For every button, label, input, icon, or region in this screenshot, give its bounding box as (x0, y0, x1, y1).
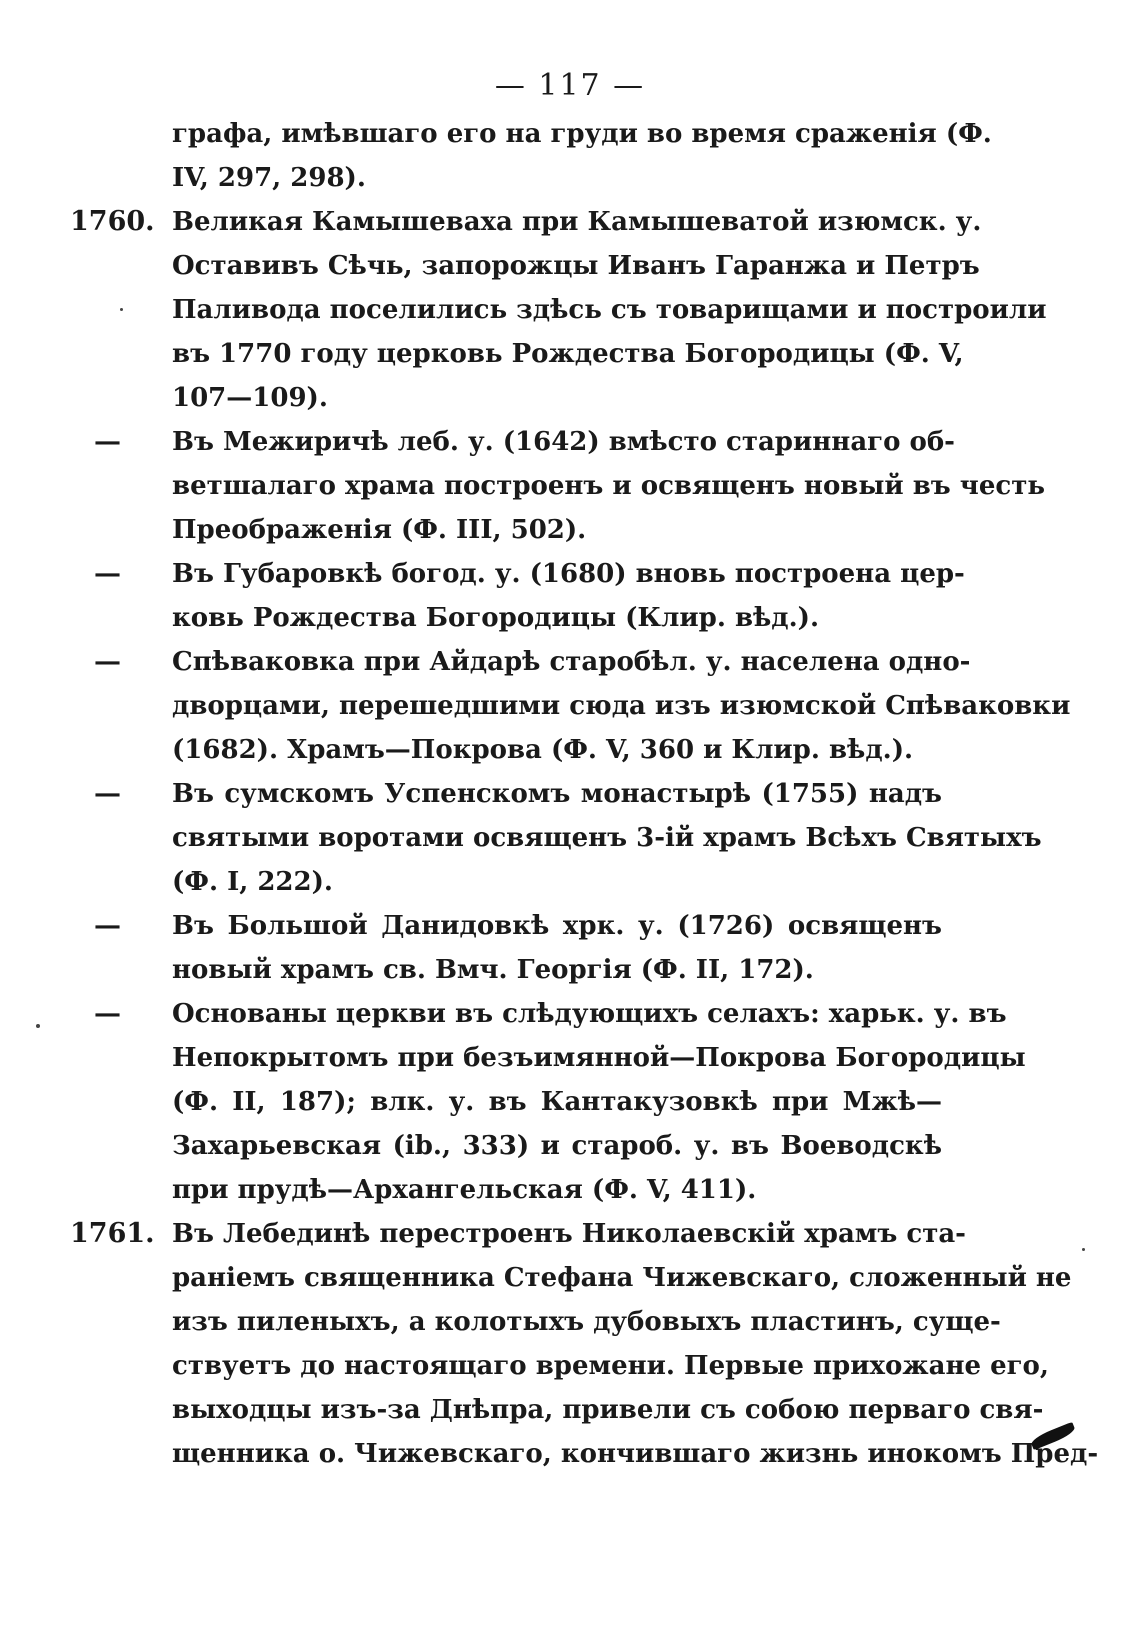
scan-speck (36, 1024, 40, 1028)
entry (70, 112, 1070, 200)
text-line: щенника о. Чижевскаго, кончившаго жизнь инокомъ Пред- (172, 1439, 1099, 1469)
text-line: (Ф. II, 187); влк. у. въ Кантакузовкѣ при Мжѣ— (172, 1087, 942, 1117)
entry-dash: — (94, 778, 121, 809)
text-line: Въ Лебединѣ перестроенъ Николаевскій храмъ ста- (172, 1219, 966, 1249)
text-line: въ 1770 году церковь Рождества Богородицы (Ф. V, (172, 339, 964, 369)
entry-content (172, 200, 1047, 420)
text-line: Непокрытомъ при безъимянной—Покрова Богородицы (172, 1043, 1026, 1073)
text-line: выходцы изъ-за Днѣпра, привели съ собою перваго свя- (172, 1395, 1044, 1425)
entry (70, 420, 1070, 552)
entry-content (172, 640, 1071, 772)
text-line: при прудѣ—Архангельская (Ф. V, 411). (172, 1175, 757, 1205)
entry-content (172, 1212, 1099, 1476)
text-line: святыми воротами освященъ 3-ій храмъ Всѣхъ Святыхъ (172, 823, 1042, 853)
text-line: дворцами, перешедшими сюда изъ изюмской Спѣваковки (172, 691, 1071, 721)
text-line: Спѣваковка при Айдарѣ старобѣл. у. населена одно- (172, 647, 971, 677)
entry-content (172, 552, 965, 640)
entry-content (172, 992, 1026, 1212)
entry-content (172, 112, 992, 200)
entry-year: 1760. (70, 206, 155, 237)
text-line: ствуетъ до настоящаго времени. Первые прихожане его, (172, 1351, 1049, 1381)
text-line: ковь Рождества Богородицы (Клир. вѣд.). (172, 603, 820, 633)
text-line: Въ Межиричѣ леб. у. (1642) вмѣсто стариннаго об- (172, 427, 955, 457)
text-line: 107—109). (172, 383, 328, 413)
text-line: изъ пиленыхъ, а колотыхъ дубовыхъ пластинъ, суще- (172, 1307, 1001, 1337)
text-line: (Ф. I, 222). (172, 867, 333, 897)
entry (70, 904, 1070, 992)
entry-dash: — (94, 646, 121, 677)
entry (70, 772, 1070, 904)
body-text (70, 112, 1099, 1476)
entry (70, 552, 1070, 640)
text-line: Въ сумскомъ Успенскомъ монастырѣ (1755) надъ (172, 779, 942, 809)
text-line: Паливода поселились здѣсь съ товарищами и построили (172, 295, 1047, 325)
text-line: Захарьевская (ib., 333) и староб. у. въ Воеводскѣ (172, 1131, 942, 1161)
entry (70, 200, 1070, 420)
entry (70, 640, 1070, 772)
scan-speck (120, 308, 123, 311)
entry (70, 992, 1070, 1212)
text-line: Основаны церкви въ слѣдующихъ селахъ: харьк. у. въ (172, 999, 1007, 1029)
entry-content (172, 904, 942, 992)
entry-year: 1761. (70, 1218, 155, 1249)
entry-content (172, 772, 1042, 904)
scan-speck (1082, 1248, 1085, 1251)
page-number: — 117 — (494, 68, 646, 103)
text-line: IV, 297, 298). (172, 163, 366, 193)
entry (70, 1212, 1099, 1476)
text-line: новый храмъ св. Вмч. Георгія (Ф. II, 172). (172, 955, 814, 985)
text-line: ветшалаго храма построенъ и освященъ новый въ честь (172, 471, 1045, 501)
text-line: Великая Камышеваха при Камышеватой изюмск. у. (172, 207, 982, 237)
text-line: Оставивъ Сѣчь, запорожцы Иванъ Гаранжа и Петръ (172, 251, 980, 281)
text-line: графа, имѣвшаго его на груди во время сраженія (Ф. (172, 119, 992, 149)
text-line: (1682). Храмъ—Покрова (Ф. V, 360 и Клир. вѣд.). (172, 735, 914, 765)
text-line: Преображенія (Ф. III, 502). (172, 515, 587, 545)
entry-dash: — (94, 558, 121, 589)
text-line: раніемъ священника Стефана Чижевскаго, сложенный не (172, 1263, 1072, 1293)
text-line: Въ Губаровкѣ богод. у. (1680) вновь построена цер- (172, 559, 965, 589)
text-line: Въ Большой Данидовкѣ хрк. у. (1726) освященъ (172, 911, 942, 941)
entry-dash: — (94, 426, 121, 457)
entry-content (172, 420, 1045, 552)
entry-dash: — (94, 998, 121, 1029)
entry-dash: — (94, 910, 121, 941)
